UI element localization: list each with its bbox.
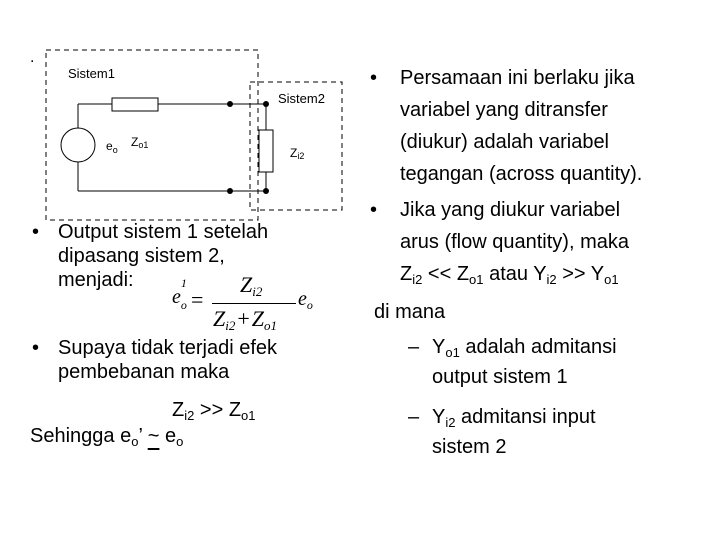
formula-rhs: $e_o$ bbox=[298, 288, 313, 312]
system1-label: Sistem1 bbox=[68, 66, 115, 81]
bullet-line: Jika yang diukur variabel bbox=[400, 199, 621, 221]
bullet-line: pembebanan maka bbox=[58, 361, 230, 383]
bullet-line: Persamaan ini berlaku jika bbox=[400, 67, 635, 89]
bullet-line: (diukur) adalah variabel bbox=[400, 131, 610, 153]
sub-item-line: output sistem 1 bbox=[432, 366, 568, 388]
dash: – bbox=[408, 406, 420, 428]
voltage-source bbox=[61, 128, 95, 162]
stray-dot: . bbox=[30, 49, 35, 66]
bullet-line: tegangan (across quantity). bbox=[400, 163, 643, 185]
output-impedance-resistor bbox=[112, 98, 158, 111]
sub-item-input-admittance bbox=[408, 402, 708, 462]
bullet-line: variabel yang ditransfer bbox=[400, 99, 608, 121]
conclusion-line: Sehingga $e_o$’ ~ $e_o$ bbox=[30, 425, 184, 449]
bullet-output-after-loading bbox=[30, 220, 360, 292]
terminal-dot bbox=[263, 101, 269, 107]
formula-equals: = bbox=[191, 287, 204, 312]
formula-numerator: $Z_{i2}$ bbox=[240, 272, 263, 299]
bullet-line: Output sistem 1 setelah bbox=[58, 221, 269, 243]
source-label: $e_o$ bbox=[106, 139, 118, 155]
formula-lhs: e 1 o bbox=[172, 276, 187, 312]
fraction-bar bbox=[212, 303, 296, 304]
bullet-current-variable bbox=[368, 194, 708, 290]
bullet-voltage-variable bbox=[368, 62, 708, 190]
bullet-dot: • bbox=[32, 337, 40, 359]
system2-label: Sistem2 bbox=[278, 91, 325, 106]
terminal-dot bbox=[227, 188, 233, 194]
bullet-line: Supaya tidak terjadi efek bbox=[58, 337, 278, 359]
bullet-dot: • bbox=[32, 221, 40, 243]
bullet-avoid-loading bbox=[30, 336, 360, 384]
sub-item-line: $Y_{i2}$ admitansi input bbox=[432, 406, 596, 430]
input-impedance-resistor bbox=[259, 130, 273, 172]
terminal-dot bbox=[227, 101, 233, 107]
formula-denominator: $Z_{i2}+Z_{o1}$ bbox=[213, 306, 278, 333]
sub-item-line: sistem 2 bbox=[432, 436, 507, 458]
bullet-dot: • bbox=[370, 199, 378, 221]
approx-symbol: ~ bbox=[147, 425, 160, 447]
sub-item-line: $Y_{o1}$ adalah admitansi bbox=[432, 336, 617, 360]
bullet-dot: • bbox=[370, 67, 378, 89]
admittance-condition: $Z_{i2} << Z_{o1}$ atau $Y_{i2} >> Y_{o1}$ bbox=[400, 263, 619, 287]
output-impedance-label: Zo1 bbox=[131, 135, 149, 150]
dash: – bbox=[408, 336, 420, 358]
input-impedance-label: Zi2 bbox=[290, 146, 305, 161]
di-mana-label: di mana bbox=[374, 301, 446, 323]
bullet-line: menjadi: bbox=[58, 269, 134, 291]
bullet-line: arus (flow quantity), maka bbox=[400, 231, 629, 253]
loading-condition: $Z_{i2} >> Z_{o1}$ bbox=[172, 399, 256, 423]
terminal-dot bbox=[263, 188, 269, 194]
bullet-line: dipasang sistem 2, bbox=[58, 245, 225, 267]
sub-item-output-admittance bbox=[408, 332, 708, 392]
